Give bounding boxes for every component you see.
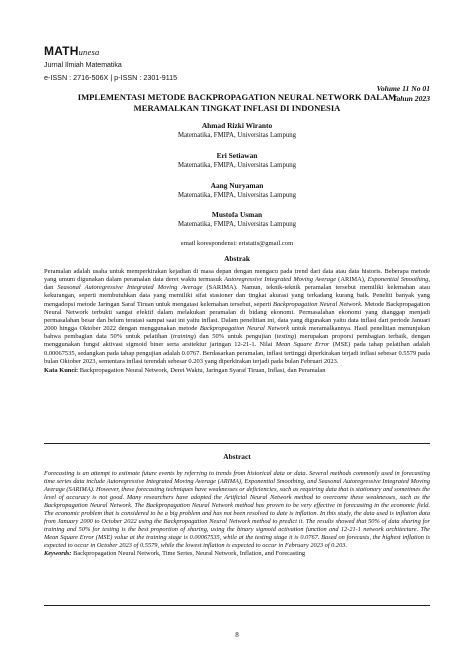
- author-name: Mustofa Usman: [211, 210, 263, 219]
- author-block: [44, 181, 430, 199]
- logo-main: MATH: [44, 44, 79, 58]
- author-block: [44, 210, 430, 228]
- text-run-italic: Mean Square Error: [275, 341, 330, 349]
- author-name: Aang Nuryaman: [210, 181, 264, 190]
- author-name: Ahmad Rizki Wiranto: [201, 121, 273, 130]
- text-run: (MSE) pada tahap pelatihan adalah 0.00067535, sedangkan pada tahap pengujian adalah 0.0767. Berdasarkan peramalan, inflasi tertinggi diperkirakan terjadi inflasi sebesar 0.5579 pada bulan Oktober 2023, sementara inflasi terendah sebesar 0.203 yang diperkirakan terjadi pada bulan Februari 2023.: [44, 341, 430, 365]
- text-run-italic: Seasonal Autoregressive Integrated Moving Average: [57, 284, 203, 292]
- abstrak-body: [44, 268, 430, 375]
- abstract-heading: Abstract: [223, 452, 251, 461]
- text-run-italic: Autoregressive Integrated Moving Average: [224, 276, 337, 284]
- abstract-body: [44, 470, 430, 557]
- author-affiliation: Matematika, FMIPA, Universitas Lampung: [177, 221, 297, 228]
- volume-number: Volume 11 No 01: [376, 84, 430, 93]
- title-line-1: IMPLEMENTASI METODE BACKPROPAGATION NEURAL NETWORK DALAM: [77, 92, 397, 102]
- kata-kunci-label: Kata Kunci:: [44, 366, 79, 374]
- title-line-2: MERAMALKAN TINGKAT INFLASI DI INDONESIA: [133, 103, 341, 113]
- text-run: (ARIMA),: [336, 276, 368, 284]
- text-run: Peramalan adalah usaha untuk memperkirakan kejadian di masa depan dengan mengacu pada trend dari data atau data historis. Beberapa metode yang umum digunakan dalam peramalan data deret waktu termasuk: [44, 268, 430, 284]
- text-run: (SARIMA). Namun, teknik-teknik peramalan tersebut memiliki kelemahan atau kekurangan, seperti membutuhkan data yang memiliki sifat stasioner dan tingkat akurasi yang terkadang kurang baik. Peneliti banyak yang mengadopsi metode Jaringan Saraf Tiruan untuk mengatasi kelemahan tersebut, seperti: [44, 284, 430, 308]
- abstrak-paragraph: [44, 268, 430, 366]
- text-run: untuk meramalkannya. Hasil penelitian menunjukan bahwa pembagian data 50% untuk pelatihan (: [44, 325, 430, 341]
- journal-logo: [44, 44, 430, 58]
- keywords: [44, 550, 430, 558]
- kata-kunci: [44, 367, 430, 375]
- author-name: Eri Setiawan: [216, 151, 258, 160]
- text-run-italic: training: [173, 333, 194, 341]
- text-run-italic: testing: [276, 333, 294, 341]
- text-run-italic: Backpropagation Neural Network: [199, 325, 290, 333]
- section-divider: [44, 443, 430, 444]
- page-number: 8: [235, 631, 239, 639]
- author-affiliation: Matematika, FMIPA, Universitas Lampung: [177, 192, 297, 199]
- keywords-label: Keywords:: [44, 549, 72, 557]
- publication-year: Tahun 2023: [392, 94, 430, 103]
- text-run: , dan: [44, 276, 430, 292]
- section-divider: [44, 605, 430, 606]
- author-affiliation: Matematika, FMIPA, Universitas Lampung: [177, 162, 297, 169]
- abstrak-heading: Abstrak: [224, 254, 250, 263]
- correspondence-email: email korespondensi: eristatis@gmail.com: [180, 240, 294, 247]
- author-block: [44, 121, 430, 139]
- text-run: ) merupakan proporsi pembagian terbaik, dengan menggunakan fungsi aktivasi sigmoid biner serta arsitektur jaringan 12-21-1. Nilai: [44, 333, 430, 349]
- kata-kunci-text: Backpropagation Neural Network, Deret Waktu, Jaringan Syaraf Tiruan, Inflasi, dan Peramalan: [78, 366, 326, 374]
- text-run: . Metode Backpropagation Neural Network terbukti sangat efektif dalam melakukan peramalan di bidang ekonomi. Permasalahan ekonomi yang dianggap menjadi permasalahan besar dan belum teratasi sampai saat ini yaitu inflasi. Dalam penelitian ini, data yang digunakan yaitu data inflasi dari periode Januari 2000 hingga Oktober 2022 dengan menggunakan metode: [44, 300, 431, 333]
- text-run-italic: Backpropagation Neural Network: [273, 300, 361, 308]
- author-block: [44, 151, 430, 169]
- keywords-text: Backpropagation Neural Network, Time Series, Neural Network, Inflation, and Forecasting: [71, 549, 306, 557]
- paper-title: [44, 92, 430, 114]
- text-run-italic: Exponential Smoothing: [367, 276, 429, 284]
- issn-line: e-ISSN : 2716-506X | p-ISSN : 2301-9115: [44, 73, 178, 82]
- journal-name: Jurnal Ilmiah Matematika: [44, 62, 122, 69]
- abstract-paragraph: Forecasting is an attempt to estimate future events by referring to trends from historical data or data. Several methods commonly used in forecasting time series data include Autoregressive Integrated Moving Average (ARIMA), Exponential Smoothing, and Seasonal Autoregressive Integrated Moving Average (SARIMA). However, these forecasting techniques have weaknesses or deficiencies, such as requiring data that is stationary and sometimes the level of accuracy is not good. Many researchers have adopted the Artificial Neural Network method to overcome these weaknesses, such as the Backpropagation Neural Network. The Backpropagation Neural Network method has proven to be very effective in forecasting in the economic field. The economic problem that is considered to be a big problem and has not been resolved to date is inflation. In this study, the data used is inflation data from January 2000 to October 2022 using the Backpropagation Neural Network method to predict it. The results showed that 50% of data sharing for training and 50% for testing is the best proportion of sharing, using the binary sigmoid activation function and 12-21-1 network architecture. The Mean Square Error (MSE) value at the training stage is 0.00067535, while at the testing stage it is 0.0767. Based on forecasts, the highest inflation is expected to occur in October 2023 of 0.5579, while the lowest inflation is expected to occur in February 2023 of 0.203.: [44, 470, 430, 549]
- author-affiliation: Matematika, FMIPA, Universitas Lampung: [177, 132, 297, 139]
- text-run: ) dan 50% untuk pengujian (: [193, 333, 277, 341]
- logo-sub: unesa: [78, 47, 100, 57]
